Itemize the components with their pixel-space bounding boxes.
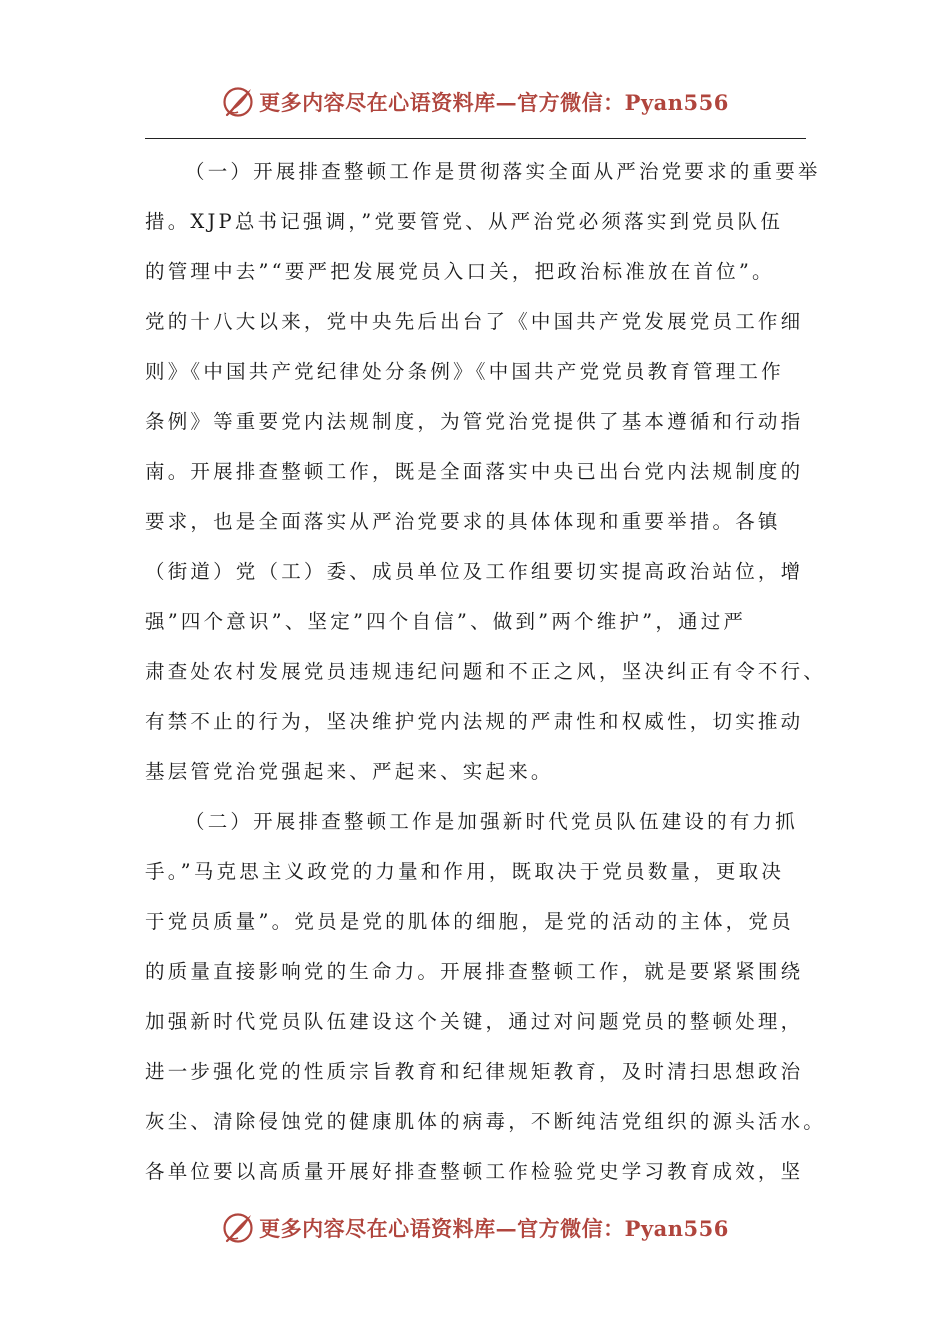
- footer-banner-title: 更多内容尽在心语资料库: [259, 1216, 496, 1241]
- text-line: 南。开展排查整顿工作，既是全面落实中央已出台党内法规制度的: [145, 460, 804, 483]
- header-banner: [0, 82, 950, 122]
- text-line: 强”四个意识”、坚定”四个自信”、做到”两个维护”，通过严: [145, 610, 747, 633]
- text-line: 条例》等重要党内法规制度，为管党治党提供了基本遵循和行动指: [145, 410, 804, 433]
- text-line: 基层管党治党强起来、严起来、实起来。: [145, 760, 554, 783]
- header-banner-wechat: 官方微信：Pyan556: [517, 90, 729, 115]
- text-line: 灰尘、清除侵蚀党的健康肌体的病毒，不断纯洁党组织的源头活水。: [145, 1110, 827, 1133]
- text-line: 肃查处农村发展党员违规违纪问题和不正之风，坚决纠正有令不行、: [145, 660, 827, 683]
- quill-logo-icon: [221, 1211, 255, 1245]
- text-line: 要求，也是全面落实从严治党要求的具体体现和重要举措。各镇: [145, 510, 781, 533]
- text-line: 有禁不止的行为，坚决维护党内法规的严肃性和权威性，切实推动: [145, 710, 804, 733]
- header-divider: [145, 138, 806, 139]
- text-line: （一）开展排查整顿工作是贯彻落实全面从严治党要求的重要举: [185, 160, 821, 183]
- text-line: 党的十八大以来，党中央先后出台了《中国共产党发展党员工作细: [145, 310, 804, 333]
- text-line: （二）开展排查整顿工作是加强新时代党员队伍建设的有力抓: [185, 810, 798, 833]
- text-line: （街道）党（工）委、成员单位及工作组要切实提高政治站位，增: [145, 560, 804, 583]
- text-line: 手。”马克思主义政党的力量和作用，既取决于党员数量，更取决: [145, 860, 785, 883]
- text-line: 各单位要以高质量开展好排查整顿工作检验党史学习教育成效，坚: [145, 1160, 804, 1183]
- text-line: 进一步强化党的性质宗旨教育和纪律规矩教育，及时清扫思想政治: [145, 1060, 804, 1083]
- text-line: 的质量直接影响党的生命力。开展排查整顿工作，就是要紧紧围绕: [145, 960, 804, 983]
- text-line: 的管理中去”“要严把发展党员入口关，把政治标准放在首位”。: [145, 260, 775, 283]
- document-body: [145, 147, 827, 1197]
- text-line: 则》《中国共产党纪律处分条例》《中国共产党党员教育管理工作: [145, 360, 784, 383]
- text-line: 措。XJP总书记强调，”党要管党、从严治党必须落实到党员队伍: [145, 210, 784, 233]
- header-banner-text: [259, 87, 729, 117]
- footer-banner-dash: —: [495, 1216, 518, 1241]
- text-line: 加强新时代党员队伍建设这个关键，通过对问题党员的整顿处理，: [145, 1010, 804, 1033]
- header-banner-title: 更多内容尽在心语资料库: [259, 90, 496, 115]
- quill-logo-icon: [221, 85, 255, 119]
- header-banner-dash: —: [495, 90, 518, 115]
- text-line: 于党员质量”。党员是党的肌体的细胞，是党的活动的主体，党员: [145, 910, 794, 933]
- footer-banner-wechat: 官方微信：Pyan556: [517, 1216, 729, 1241]
- footer-banner-text: [259, 1213, 729, 1243]
- footer-banner: [0, 1208, 950, 1248]
